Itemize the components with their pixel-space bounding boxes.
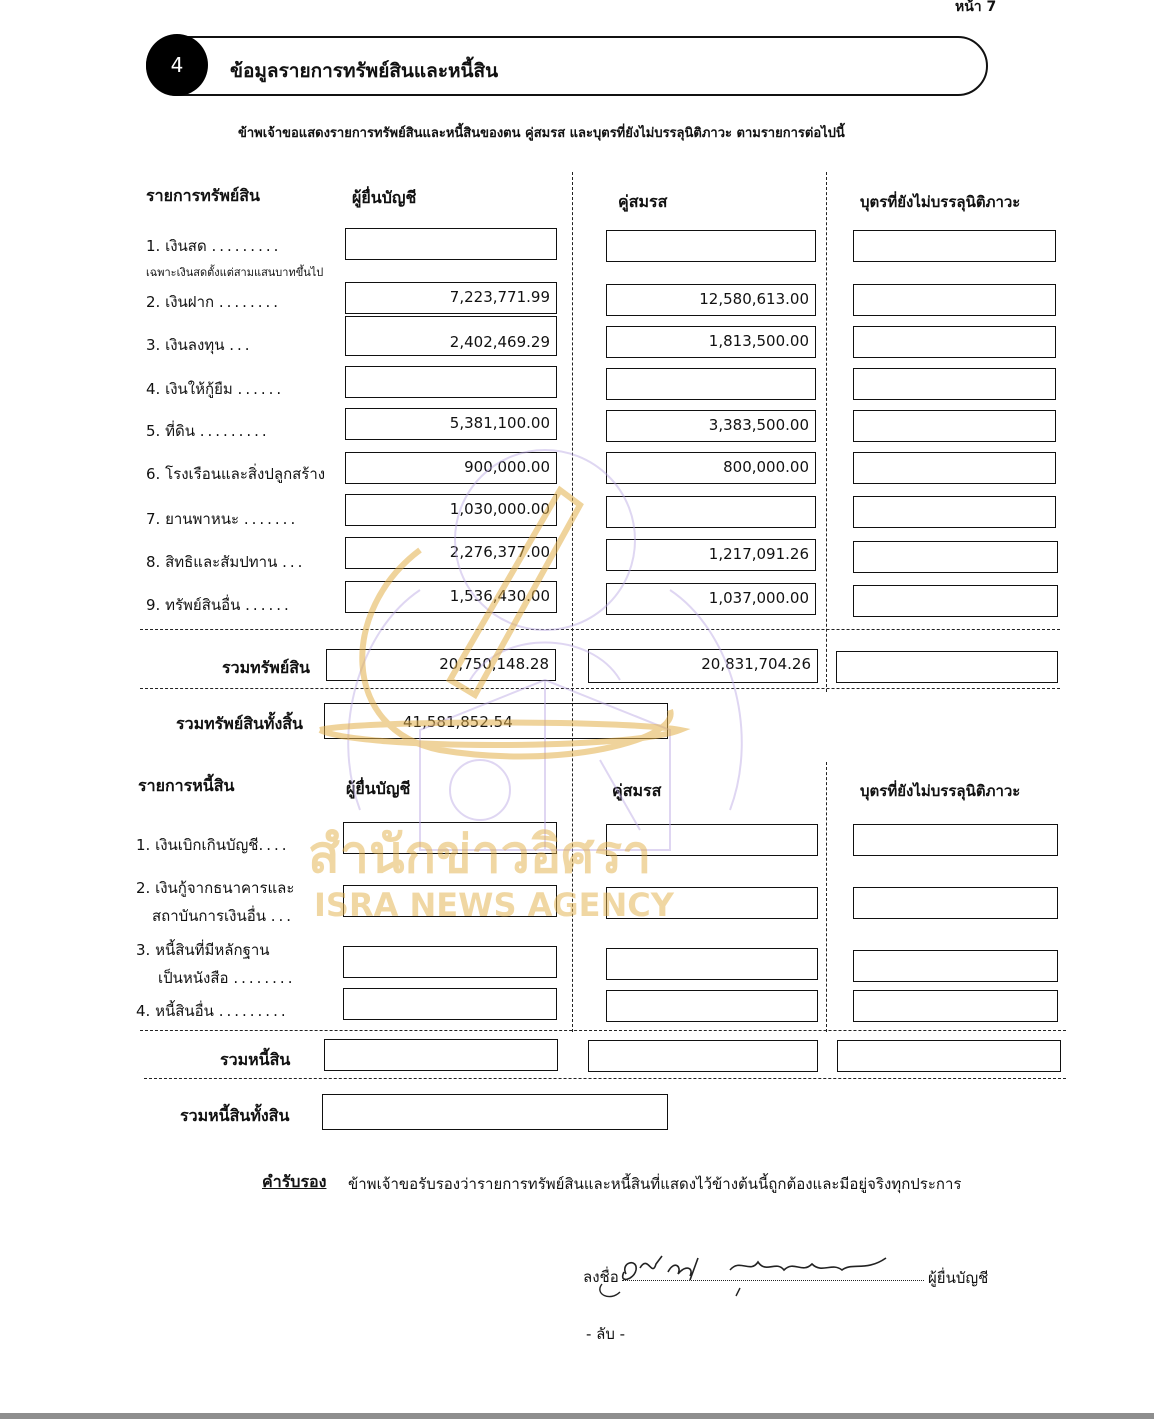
asset-filer-value: 2,276,377.00 [345,537,557,569]
assets-col-children: บุตรที่ยังไม่บรรลุนิติภาวะ [860,193,1021,211]
certification-text: ข้าพเจ้าขอรับรองว่ารายการทรัพย์สินและหนี้สินที่แสดงไว้ข้างต้นนี้ถูกต้องและมีอยู่จริงทุกประการ [348,1175,962,1193]
assets-total-filer: 20,750,148.28 [326,649,556,681]
asset-label: 2. เงินฝาก ........ [146,293,282,311]
asset-filer-value: 2,402,469.29 [345,316,557,356]
divider [140,1030,1066,1031]
asset-spouse-value [606,368,816,400]
watermark-text-english: ISRA NEWS AGENCY [314,886,674,924]
liabilities-total-filer [324,1039,558,1071]
asset-label: 3. เงินลงทุน ... [146,336,253,354]
column-divider-3 [826,762,827,1032]
cash-note: เฉพาะเงินสดตั้งแต่สามแสนบาทขึ้นไป [146,266,324,279]
liability-children-value [853,950,1058,982]
asset-children-value [853,410,1056,442]
asset-spouse-value: 1,217,091.26 [606,539,816,571]
asset-label: 5. ที่ดิน ......... [146,422,270,440]
assets-grand-total-label: รวมทรัพย์สินทั้งสิ้น [176,714,303,733]
asset-children-value [853,496,1056,528]
asset-spouse-value [606,230,816,262]
liabilities-total-children [837,1040,1061,1072]
divider [144,1078,1066,1079]
asset-label: 6. โรงเรือนและสิ่งปลูกสร้าง [146,465,326,483]
asset-label: 1. เงินสด ......... [146,237,282,255]
asset-spouse-value: 12,580,613.00 [606,284,816,316]
asset-filer-value: 1,536,430.00 [345,581,557,613]
confidential-label: - ลับ - [586,1325,626,1343]
asset-filer-value [345,366,557,398]
liability-label: 1. เงินเบิกเกินบัญชี.... [136,836,290,854]
liabilities-col-children: บุตรที่ยังไม่บรรลุนิติภาวะ [860,782,1021,800]
asset-filer-value: 1,030,000.00 [345,494,557,526]
asset-label: 4. เงินให้กู้ยืม ...... [146,380,285,398]
asset-children-value [853,326,1056,358]
liabilities-grand-total-value [322,1094,668,1130]
liabilities-total-label: รวมหนี้สิน [220,1050,291,1069]
asset-children-value [853,452,1056,484]
asset-children-value [853,585,1058,617]
liability-children-value [853,824,1058,856]
asset-label: 9. ทรัพย์สินอื่น ...... [146,596,292,614]
column-divider-2 [826,172,827,692]
asset-label: 8. สิทธิและสัมปทาน ... [146,553,306,571]
liability-label-cont: สถาบันการเงินอื่น ... [152,907,295,925]
liabilities-total-spouse [588,1040,818,1072]
asset-children-value [853,541,1058,573]
liability-label: 3. หนี้สินที่มีหลักฐาน [136,941,270,959]
liabilities-grand-total-label: รวมหนี้สินทั้งสิน [180,1106,290,1125]
asset-label: 7. ยานพาหนะ ....... [146,510,299,528]
liability-label: 2. เงินกู้จากธนาคารและ [136,879,295,897]
liability-children-value [853,990,1058,1022]
asset-filer-value: 5,381,100.00 [345,408,557,440]
asset-filer-value: 900,000.00 [345,452,557,484]
liability-children-value [853,887,1058,919]
watermark-text-thai: สำนักข่าวอิศรา [308,825,652,885]
asset-spouse-value: 3,383,500.00 [606,410,816,442]
liability-spouse-value [606,948,818,980]
liability-label-cont: เป็นหนังสือ ........ [158,969,296,987]
liabilities-col-spouse: คู่สมรส [612,781,662,800]
assets-grand-total-value: 41,581,852.54 [324,703,668,739]
section-title: ข้อมูลรายการทรัพย์สินและหนี้สิน [230,60,499,82]
asset-spouse-value: 800,000.00 [606,452,816,484]
asset-spouse-value: 1,037,000.00 [606,583,816,615]
signature-prefix: ลงชื่อ [583,1268,619,1286]
section-number-badge: 4 [146,34,208,96]
liability-filer-value [343,988,557,1020]
assets-col-spouse: คู่สมรส [618,192,668,211]
assets-total-children [836,651,1058,683]
liabilities-col-filer: ผู้ยื่นบัญชี [346,779,411,798]
asset-children-value [853,368,1056,400]
signature-suffix: ผู้ยื่นบัญชี [928,1269,989,1287]
asset-filer-value: 7,223,771.99 [345,282,557,314]
asset-filer-value [345,228,557,260]
liability-label: 4. หนี้สินอื่น ......... [136,1002,289,1020]
liability-filer-value [343,946,557,978]
liabilities-heading: รายการหนี้สิน [138,776,235,795]
page-number: หน้า 7 [955,0,997,15]
scan-edge [0,1413,1154,1419]
assets-col-filer: ผู้ยื่นบัญชี [352,188,417,207]
certification-heading: คำรับรอง [262,1172,327,1191]
asset-spouse-value: 1,813,500.00 [606,326,816,358]
liability-spouse-value [606,990,818,1022]
intro-text: ข้าพเจ้าขอแสดงรายการทรัพย์สินและหนี้สินของตน คู่สมรส และบุตรที่ยังไม่บรรลุนิติภาวะ ตามรายการต่อไปนี้ [238,126,845,141]
assets-total-label: รวมทรัพย์สิน [222,658,310,677]
asset-children-value [853,230,1056,262]
asset-children-value [853,284,1056,316]
assets-total-spouse: 20,831,704.26 [588,649,818,683]
assets-heading: รายการทรัพย์สิน [146,186,260,205]
handwritten-signature [590,1244,910,1304]
